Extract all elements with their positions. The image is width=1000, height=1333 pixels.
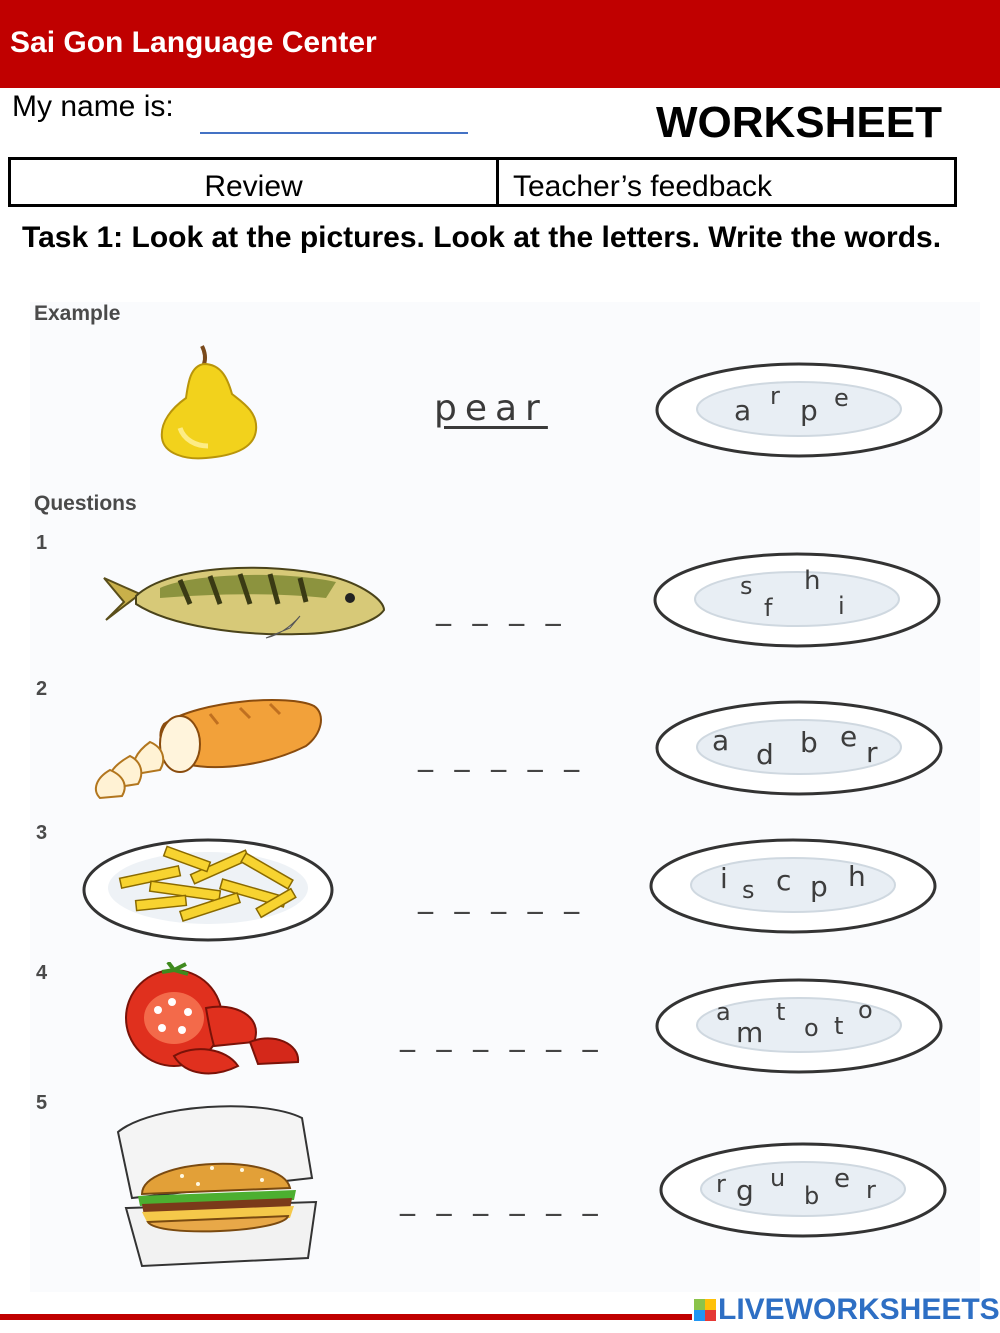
plate-letter: c (776, 864, 792, 897)
letter-plate (654, 698, 944, 798)
plate-letter: r (716, 1170, 726, 1198)
answer-blanks[interactable]: _ _ _ _ _ _ (400, 1182, 604, 1217)
plate-letter: r (866, 1176, 876, 1204)
fish-icon (100, 558, 390, 642)
plate-letter: d (756, 738, 774, 771)
bread-icon (90, 694, 330, 806)
teacher-feedback-cell: Teacher’s feedback (513, 170, 773, 203)
exercise-area (30, 302, 980, 1292)
plate-letter: h (804, 566, 821, 596)
header-bar (0, 0, 1000, 88)
plate-letter: a (734, 394, 752, 427)
plate-letter: f (764, 594, 773, 622)
question-number: 3 (36, 822, 48, 844)
question-number: 5 (36, 1092, 48, 1114)
plate-letter: h (848, 860, 866, 893)
plate-letter: m (736, 1016, 764, 1049)
question-number: 2 (36, 678, 48, 700)
questions-label: Questions (34, 492, 137, 515)
letter-plate (654, 976, 944, 1076)
example-label: Example (34, 302, 121, 325)
review-table (8, 157, 957, 207)
logo-mark-icon (694, 1299, 716, 1321)
task-title: Task 1: Look at the pictures. Look at the letters. Write the words. (22, 221, 942, 254)
review-cell: Review (11, 160, 499, 204)
letter-plate (658, 1140, 948, 1240)
plate-letter: r (770, 382, 780, 410)
plate-letter: p (800, 394, 818, 427)
question-number: 4 (36, 962, 48, 984)
plate-letter: a (716, 998, 731, 1026)
plate-letter: o (858, 996, 873, 1024)
plate-letter: i (838, 592, 845, 620)
answer-blanks[interactable]: _ _ _ _ _ (418, 738, 586, 773)
chips-icon (80, 832, 340, 944)
pear-icon (150, 342, 270, 462)
letter-plate (652, 550, 942, 650)
plate-letter: b (804, 1182, 820, 1210)
answer-blanks[interactable]: _ _ _ _ _ (418, 880, 586, 915)
plate-letter: t (834, 1012, 844, 1040)
plate-letter: r (866, 736, 878, 769)
letter-plate (648, 836, 938, 936)
liveworksheets-logo (692, 1292, 1000, 1328)
worksheet-title: WORKSHEET (656, 98, 942, 147)
logo-text: LIVEWORKSHEETS (718, 1293, 1000, 1326)
header-title: Sai Gon Language Center (10, 26, 377, 59)
plate-letter: s (740, 572, 753, 600)
plate-letter: g (736, 1174, 754, 1207)
plate-letter: b (800, 726, 818, 759)
name-label: My name is: (12, 90, 174, 123)
plate-letter: a (712, 724, 730, 757)
example-word: pear (434, 388, 548, 429)
plate-letter: i (720, 862, 728, 895)
plate-letter: s (742, 876, 755, 904)
plate-letter: e (840, 720, 858, 753)
question-number: 1 (36, 532, 48, 554)
answer-blanks[interactable]: _ _ _ _ (436, 592, 567, 627)
plate-letter: t (776, 998, 786, 1026)
plate-letter: e (834, 1164, 850, 1194)
plate-letter: o (804, 1014, 819, 1042)
plate-letter: u (770, 1164, 786, 1192)
name-input[interactable] (200, 106, 468, 134)
tomato-icon (114, 962, 304, 1082)
plate-letter: e (834, 384, 849, 412)
example-letter-plate (654, 360, 944, 460)
burger-icon (112, 1098, 322, 1274)
plate-letter: p (810, 870, 828, 903)
answer-blanks[interactable]: _ _ _ _ _ _ (400, 1018, 604, 1053)
